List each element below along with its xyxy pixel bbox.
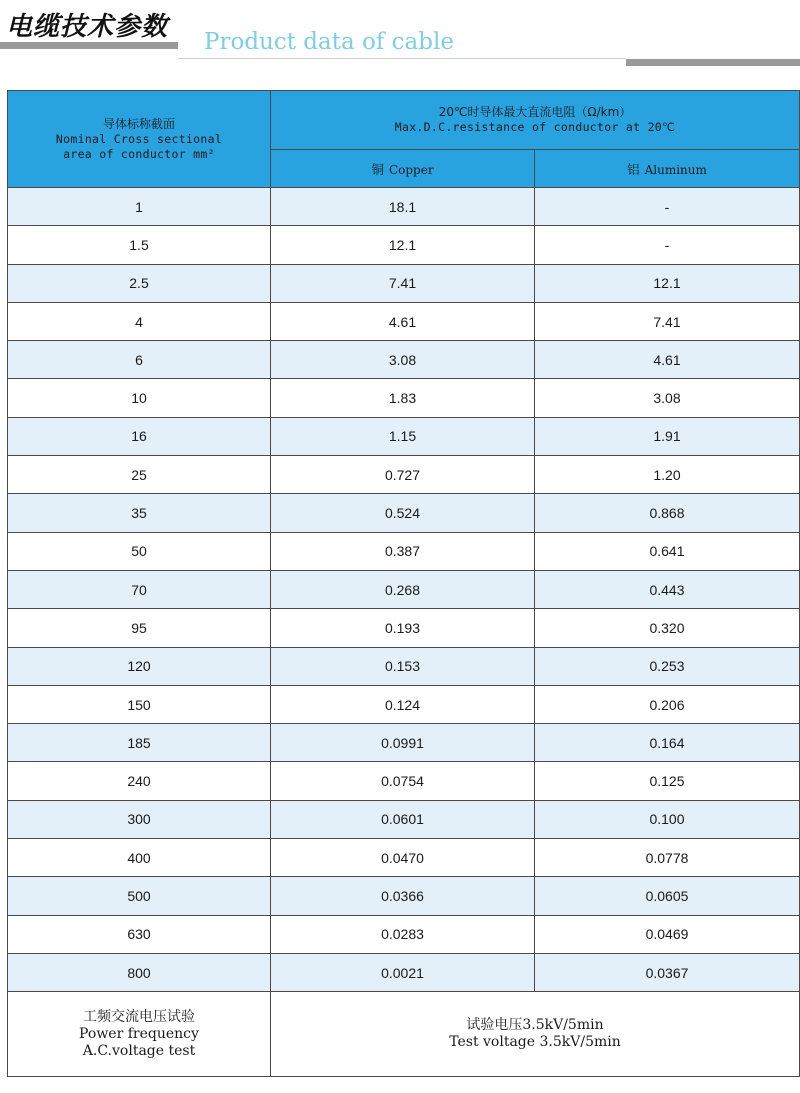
cell-size: 4 [8,302,271,340]
table-row [8,609,800,647]
cell-copper: 0.387 [271,532,535,570]
cell-size: 630 [8,915,271,953]
cell-aluminum: 1.91 [535,417,800,455]
footer-voltage-test-label [8,992,271,1077]
cell-aluminum: 1.20 [535,456,800,494]
footer-label-en-line2: A.C.voltage test [82,1042,196,1059]
cell-size: 95 [8,609,271,647]
table-row [8,724,800,762]
table-row [8,302,800,340]
cell-aluminum: 0.641 [535,532,800,570]
page-title-en: Product data of cable [204,29,454,55]
cell-size: 2.5 [8,264,271,302]
cell-aluminum: 0.253 [535,647,800,685]
cell-size: 120 [8,647,271,685]
header-resist-en: Max.D.C.resistance of conductor at 20℃ [394,120,676,134]
cell-copper: 7.41 [271,264,535,302]
cell-copper: 0.193 [271,609,535,647]
table-row [8,877,800,915]
table-row [8,417,800,455]
table-row [8,379,800,417]
cell-copper: 0.0283 [271,915,535,953]
header-aluminum [535,150,800,188]
table-row [8,570,800,608]
cell-aluminum: - [535,226,800,264]
cell-size: 10 [8,379,271,417]
cell-aluminum: 0.0605 [535,877,800,915]
footer-test-voltage [271,992,800,1077]
cell-copper: 4.61 [271,302,535,340]
table-row [8,685,800,723]
table-row [8,532,800,570]
cell-size: 800 [8,953,271,991]
cell-size: 300 [8,800,271,838]
cell-size: 500 [8,877,271,915]
cell-size: 35 [8,494,271,532]
cell-copper: 0.124 [271,685,535,723]
cell-size: 6 [8,341,271,379]
header-nominal-en-line2: area of conductor mm² [63,146,215,161]
header-nominal-zh: 导体标称截面 [102,116,175,131]
cell-aluminum: 0.206 [535,685,800,723]
cell-copper: 1.83 [271,379,535,417]
table-row [8,647,800,685]
title-underline-right [626,59,800,66]
cell-copper: 18.1 [271,188,535,226]
header-resist-zh: 20℃时导体最大直流电阻（Ω/km） [438,105,632,119]
title-underline-left [0,42,178,49]
title-divider [178,58,626,59]
cell-copper: 0.0991 [271,724,535,762]
cell-aluminum: 4.61 [535,341,800,379]
cell-aluminum: 12.1 [535,264,800,302]
cell-copper: 0.0754 [271,762,535,800]
footer-row [8,992,800,1077]
cell-aluminum: 0.125 [535,762,800,800]
cell-aluminum: 0.443 [535,570,800,608]
table-row [8,341,800,379]
table-row [8,188,800,226]
cell-copper: 0.524 [271,494,535,532]
cell-copper: 0.268 [271,570,535,608]
cell-aluminum: 0.100 [535,800,800,838]
cell-copper: 3.08 [271,341,535,379]
header-nominal-cross-section [8,91,271,188]
cell-size: 240 [8,762,271,800]
cell-size: 150 [8,685,271,723]
table-row [8,839,800,877]
cell-copper: 0.0021 [271,953,535,991]
cell-size: 70 [8,570,271,608]
table-row [8,915,800,953]
cell-size: 50 [8,532,271,570]
cell-copper: 12.1 [271,226,535,264]
table-row [8,800,800,838]
cell-aluminum: 0.868 [535,494,800,532]
table-row [8,494,800,532]
cell-copper: 0.0366 [271,877,535,915]
cell-size: 1.5 [8,226,271,264]
table-row [8,953,800,991]
cell-aluminum: - [535,188,800,226]
table-row [8,456,800,494]
table-row [8,226,800,264]
cell-copper: 0.727 [271,456,535,494]
cell-aluminum: 0.0778 [535,839,800,877]
page-title-zh: 电缆技术参数 [6,12,169,42]
cable-data-table [7,90,800,1077]
header-nominal-en-line1: Nominal Cross sectional [55,131,223,146]
footer-voltage-en: Test voltage 3.5kV/5min [449,1034,621,1051]
cell-aluminum: 3.08 [535,379,800,417]
cell-copper: 0.0470 [271,839,535,877]
header-max-dc-resistance [271,91,800,150]
footer-label-zh: 工频交流电压试验 [83,1008,195,1025]
cell-copper: 0.153 [271,647,535,685]
header-copper [271,150,535,188]
table-row [8,264,800,302]
cell-size: 25 [8,456,271,494]
cell-aluminum: 0.0469 [535,915,800,953]
header-copper-zh: 铜 [371,161,384,177]
cell-size: 16 [8,417,271,455]
cell-size: 400 [8,839,271,877]
cell-aluminum: 0.0367 [535,953,800,991]
header-aluminum-zh: 铝 [627,161,640,177]
footer-voltage-zh: 试验电压3.5kV/5min [466,1017,604,1034]
cell-size: 185 [8,724,271,762]
table-row [8,762,800,800]
header-copper-en: Copper [388,162,434,177]
footer-label-en-line1: Power frequency [79,1025,199,1042]
cell-aluminum: 0.320 [535,609,800,647]
header-aluminum-en: Aluminum [644,162,707,177]
cell-aluminum: 7.41 [535,302,800,340]
cell-aluminum: 0.164 [535,724,800,762]
page-header [0,0,800,80]
cell-size: 1 [8,188,271,226]
cell-copper: 0.0601 [271,800,535,838]
cell-copper: 1.15 [271,417,535,455]
